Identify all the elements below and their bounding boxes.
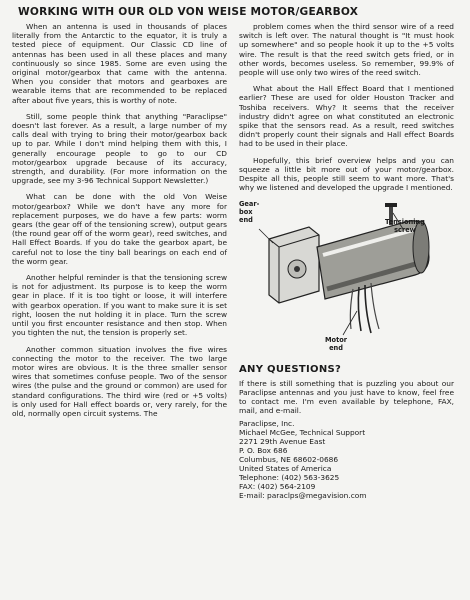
paragraph: When an antenna is used in thousands of places literally from the Antarctic to the equator, it is truly a tested piece of equipment. Our Classic CD line of antennas has been used in all these places and many continuously so since 1985. Some are even using the original motor/gearbox that came with the antenna. When you consider that motors and gearboxes are wearable items that are recommended to be replaced after about five years, this is worthy of note.	[12, 22, 227, 105]
right-column	[239, 22, 454, 500]
paragraph: Another helpful reminder is that the tensioning screw is not for adjustment. Its purpose is to keep the worm gear in place. If it is too tight or loose, it will interfere with gearbox operation. If you want to make sure it is set right, loosen the nut holding it in place. Turn the screw until you first encounter resistance and then stop. When you tighten the nut, the tension is properly set.	[12, 273, 227, 338]
left-column	[12, 22, 227, 500]
paragraph: What about the Hall Effect Board that I mentioned earlier? These are used for older Houston Tracker and Toshiba receivers. Why? It seems that the receiver industry didn't agree on what constituted an electronic spike that the sensors read. As a result, reed switches didn't properly count their signals and Hall effect Boards had to be used in their place.	[239, 84, 454, 149]
contact-address	[239, 419, 454, 500]
questions-heading: ANY QUESTIONS?	[239, 364, 342, 376]
label-line: end	[329, 344, 343, 353]
address-line: Michael McGee, Technical Support	[239, 428, 366, 438]
label-gearbox-end	[239, 201, 259, 224]
address-line: United States of America	[239, 464, 332, 474]
paragraph: Another common situation involves the five wires connecting the motor to the receiver. The two large motor wires are obvious. It is the three smaller sensor wires that sometimes confuse people. Two of the sensor wires (the pulse and the ground or common) are used for standard configurations. The third wire (red or +5 volts) is only used for Hall effect boards or, very rarely, for the old, normally open circuit systems. The	[12, 344, 227, 418]
address-line: Columbus, NE 68602-0686	[239, 455, 339, 465]
address-line: Paraclipse, Inc.	[239, 419, 295, 429]
article-columns	[12, 22, 460, 500]
label-line: end	[239, 215, 253, 224]
motor-gearbox-photo	[239, 199, 454, 359]
address-line: 2271 29th Avenue East	[239, 437, 326, 447]
paragraph: Hopefully, this brief overview helps and you can squeeze a little bit more out of your motor/gearbox. Despite all this, people still seem to want more. That's why we listened and developed the upgrade I mentioned.	[239, 155, 454, 193]
paragraph: problem comes when the third sensor wire of a reed switch is left over. The natural thought is "It must hook up somewhere" and so people hook it up to the +5 volts wire. The result is that the reed switch gets fried, or in other words, becomes useless. So remember, 99.9% of people will use only two wires of the reed switch.	[239, 22, 454, 78]
label-line: box	[239, 208, 253, 217]
article-title: WORKING WITH OUR OLD VON WEISE MOTOR/GEARBOX	[18, 6, 359, 18]
paragraph: Still, some people think that anything "Paraclipse" doesn't last forever. As a result, a large number of my calls deal with trying to bring their motor/gearbox back up to par. While I don't mind helping them with this, I generally encourage people to go to our CD motor/gearbox upgrade because of its accuracy, strength, and durability. (For more information on the upgrade, see my 3-96 Technical Support Newsletter.)	[12, 111, 227, 186]
email-line: E-mail: paraclps@megavision.com	[239, 491, 367, 501]
label-line: Tensioning	[385, 218, 425, 227]
address-line: P. O. Box 686	[239, 446, 288, 456]
label-line: screw	[394, 226, 416, 235]
label-line: Motor	[325, 336, 348, 345]
label-line: Gear-	[239, 200, 260, 209]
address-line: Telephone: (402) 563-3625	[239, 473, 340, 483]
questions-body: If there is still something that is puzzling you about our Paraclipse antennas and you just have to know, feel free to contact me. I'm even available by telephone, FAX, mail, and e-mail.	[239, 378, 454, 416]
label-motor-end	[325, 337, 347, 352]
address-line: FAX: (402) 564-2109	[239, 482, 316, 492]
label-tensioning-screw	[385, 219, 425, 234]
paragraph: What can be done with the old Von Weise motor/gearbox? While we don't have any more for replacement purposes, we do have a few parts: worm gears (the gear off of the tensioning screw), output gears (the round gear off of the worm gear), reed switches, and Hall Effect Boards. If you do take the gearbox apart, be careful not to lose the tiny ball bearings on each end of the worm gear.	[12, 192, 227, 266]
